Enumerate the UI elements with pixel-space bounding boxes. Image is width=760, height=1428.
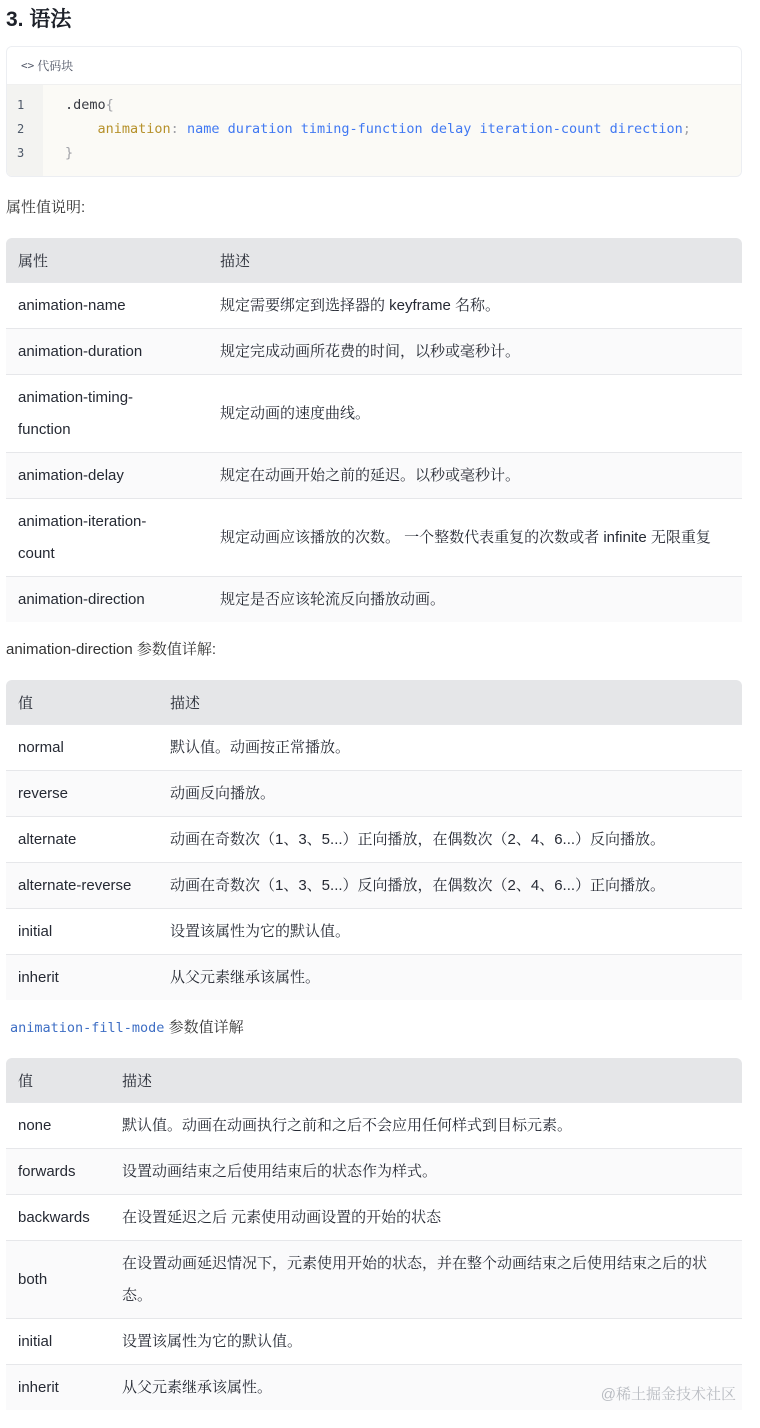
fill-mode-intro: [10, 1017, 244, 1039]
code-selector: .demo: [65, 97, 106, 113]
direction-intro: animation-direction 参数值详解:: [6, 641, 217, 658]
table-cell-property: animation-direction: [6, 576, 208, 622]
table-cell-description: 规定在动画开始之前的延迟。以秒或毫秒计。: [208, 452, 742, 498]
table-row: [6, 816, 742, 862]
table-cell-description: 规定是否应该轮流反向播放动画。: [208, 576, 742, 622]
fill-mode-intro-text: 参数值详解: [164, 1019, 244, 1036]
table-cell-value: alternate: [6, 816, 158, 862]
line-number-gutter: [7, 85, 43, 177]
code-close-brace: }: [65, 145, 74, 161]
table-row: [6, 374, 742, 452]
table-row: [6, 862, 742, 908]
table-cell-value: inherit: [6, 954, 158, 1000]
line-number: 3: [17, 146, 25, 160]
table-cell-description: 规定动画应该播放的次数。 一个整数代表重复的次数或者 infinite 无限重复: [208, 498, 742, 576]
table-cell-description: 动画反向播放。: [158, 770, 742, 816]
code-icon: <>: [21, 59, 35, 72]
table-cell-description: 规定需要绑定到选择器的 keyframe 名称。: [208, 282, 742, 328]
table-row: [6, 724, 742, 770]
table-row: [6, 1102, 742, 1148]
table-cell-description: 设置动画结束之后使用结束后的状态作为样式。: [110, 1148, 742, 1194]
table-row: [6, 954, 742, 1000]
table-cell-value: normal: [6, 724, 158, 770]
table-header-row: [6, 680, 742, 724]
code-line-2: [65, 117, 691, 141]
property-table: [6, 238, 742, 622]
table-cell-property: animation-timing-function: [6, 374, 208, 452]
table-cell-description: 默认值。动画在动画执行之前和之后不会应用任何样式到目标元素。: [110, 1102, 742, 1148]
table-row: [6, 282, 742, 328]
table-cell-description: 默认值。动画按正常播放。: [158, 724, 742, 770]
table-row: [6, 1240, 742, 1318]
table-header-cell: 值: [6, 1058, 110, 1102]
section-heading: 3. 语法: [6, 8, 72, 31]
table-cell-description: 规定动画的速度曲线。: [208, 374, 742, 452]
table-cell-description: 设置该属性为它的默认值。: [158, 908, 742, 954]
code-lines: [43, 85, 691, 177]
code-line-3: [65, 141, 691, 165]
table-row: [6, 1318, 742, 1364]
table-cell-value: initial: [6, 1318, 110, 1364]
table-row: [6, 452, 742, 498]
code-semicolon: ;: [682, 121, 691, 137]
table-cell-description: 规定完成动画所花费的时间，以秒或毫秒计。: [208, 328, 742, 374]
table-header-cell: 描述: [110, 1058, 742, 1102]
table-cell-description: 动画在奇数次（1、3、5...）反向播放，在偶数次（2、4、6...）正向播放。: [158, 862, 742, 908]
table-cell-value: initial: [6, 908, 158, 954]
fill-mode-table: [6, 1058, 742, 1410]
table-cell-value: reverse: [6, 770, 158, 816]
code-block: [6, 46, 742, 177]
table-cell-description: 从父元素继承该属性。: [158, 954, 742, 1000]
table-cell-value: both: [6, 1240, 110, 1318]
table-cell-value: alternate-reverse: [6, 862, 158, 908]
code-body[interactable]: [7, 85, 741, 177]
table-row: [6, 908, 742, 954]
table-cell-description: 在设置延迟之后 元素使用动画设置的开始的状态: [110, 1194, 742, 1240]
table-cell-value: backwards: [6, 1194, 110, 1240]
code-open-brace: {: [105, 97, 114, 113]
watermark: @稀土掘金技术社区: [600, 1386, 736, 1403]
fill-mode-code: animation-fill-mode: [10, 1020, 165, 1036]
line-number: 2: [17, 122, 25, 136]
table-header-row: [6, 1058, 742, 1102]
direction-table: [6, 680, 742, 1000]
table-row: [6, 498, 742, 576]
table-cell-property: animation-delay: [6, 452, 208, 498]
table-row: [6, 770, 742, 816]
code-line-1: [65, 93, 691, 117]
table-cell-description: 动画在奇数次（1、3、5...）正向播放，在偶数次（2、4、6...）反向播放。: [158, 816, 742, 862]
code-block-label: 代码块: [37, 59, 74, 73]
table-header-cell: 值: [6, 680, 158, 724]
table-cell-property: animation-iteration-count: [6, 498, 208, 576]
table-cell-value: forwards: [6, 1148, 110, 1194]
table-header-cell: 描述: [158, 680, 742, 724]
line-number: 1: [17, 98, 25, 112]
code-colon: :: [170, 121, 179, 137]
property-intro: 属性值说明:: [6, 199, 86, 216]
table-cell-property: animation-name: [6, 282, 208, 328]
table-cell-value: none: [6, 1102, 110, 1148]
table-cell-description: 在设置动画延迟情况下，元素使用开始的状态，并在整个动画结束之后使用结束之后的状态。: [110, 1240, 742, 1318]
table-header-row: [6, 238, 742, 282]
table-header-cell: 描述: [208, 238, 742, 282]
table-row: [6, 328, 742, 374]
table-row: [6, 576, 742, 622]
code-property: animation: [97, 121, 171, 137]
table-row: [6, 1148, 742, 1194]
table-cell-value: inherit: [6, 1364, 110, 1410]
code-block-header: [7, 47, 741, 85]
table-cell-description: 从父元素继承该属性。: [110, 1364, 742, 1410]
table-cell-property: animation-duration: [6, 328, 208, 374]
code-values: name duration timing-function delay iteration-count direction: [186, 121, 683, 137]
table-cell-description: 设置该属性为它的默认值。: [110, 1318, 742, 1364]
table-header-cell: 属性: [6, 238, 208, 282]
table-row: [6, 1194, 742, 1240]
